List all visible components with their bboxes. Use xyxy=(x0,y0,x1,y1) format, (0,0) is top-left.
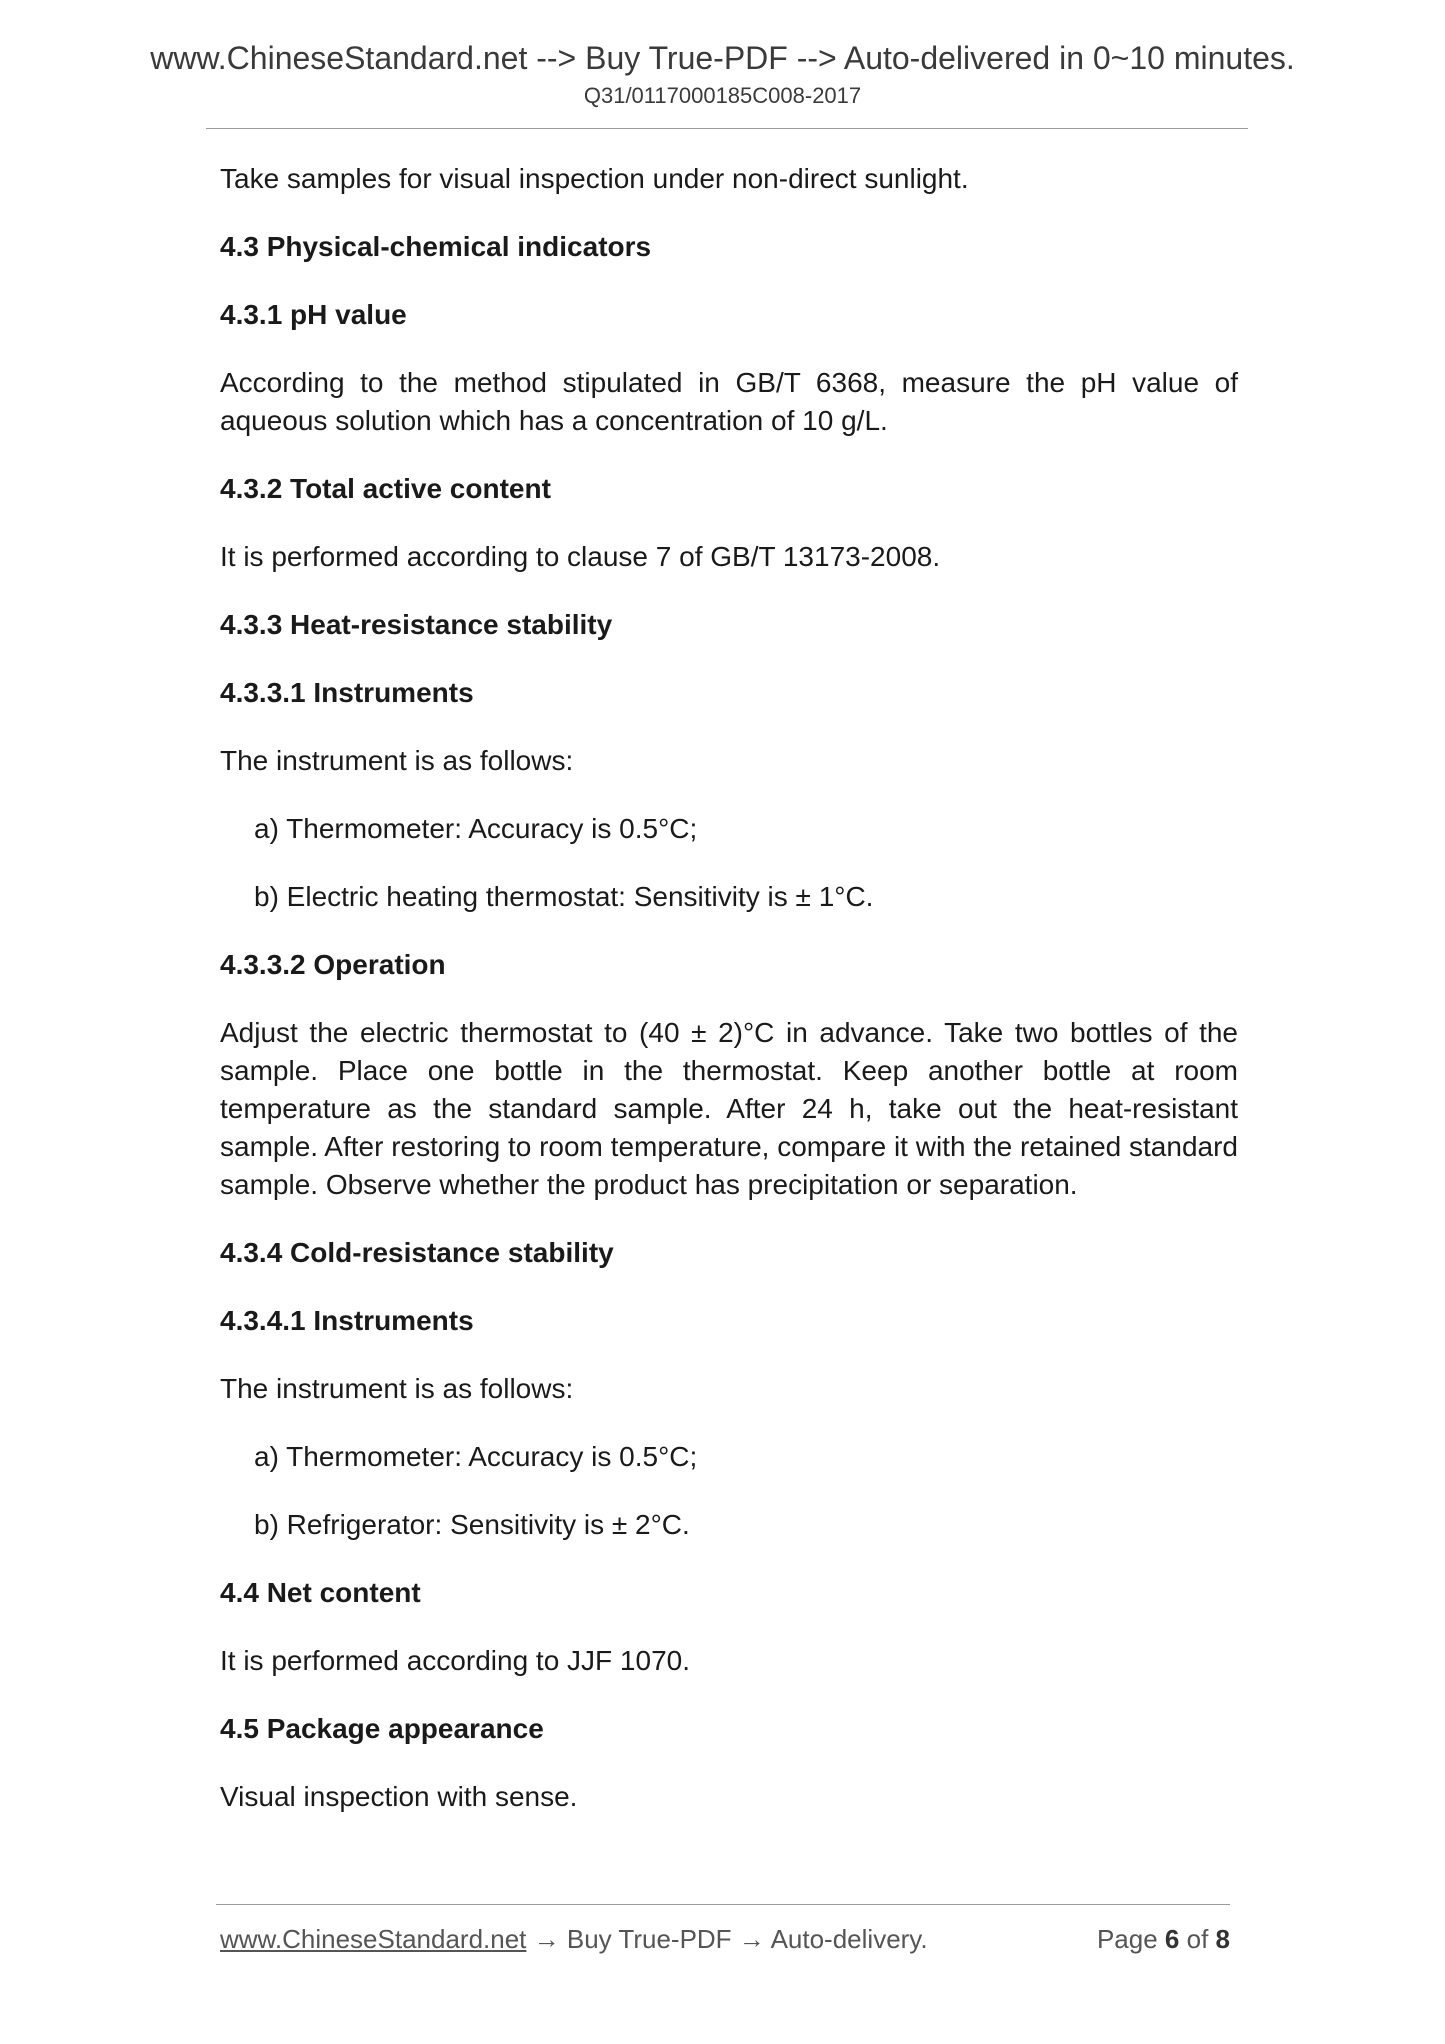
heading-4-3-1: 4.3.1 pH value xyxy=(220,299,407,330)
header-divider xyxy=(206,128,1248,129)
paragraph-4-3-1: According to the method stipulated in GB/T 6368, measure the pH value of aqueous solution which has a concentration of 10 g/L. xyxy=(220,367,1238,436)
heading-4-5: 4.5 Package appearance xyxy=(220,1713,544,1744)
list-item-thermometer-heat: a) Thermometer: Accuracy is 0.5°C; xyxy=(254,813,698,844)
footer-promo xyxy=(220,1922,928,1956)
paragraph-4-5: Visual inspection with sense. xyxy=(220,1781,578,1812)
paragraph-4-3-4-1: The instrument is as follows: xyxy=(220,1373,574,1404)
paragraph-4-3-2: It is performed according to clause 7 of GB/T 13173-2008. xyxy=(220,541,941,572)
page-label: Page xyxy=(1096,1924,1158,1954)
paragraph-4-3-3-1: The instrument is as follows: xyxy=(220,745,574,776)
footer-website-link[interactable]: www.ChineseStandard.net xyxy=(220,1924,527,1954)
page-current: 6 xyxy=(1164,1924,1180,1954)
list-item-thermometer-cold: a) Thermometer: Accuracy is 0.5°C; xyxy=(254,1441,698,1472)
footer-divider xyxy=(216,1904,1230,1905)
page-number xyxy=(1097,1922,1230,1956)
paragraph-4-3-3-2: Adjust the electric thermostat to (40 ± 2)°C in advance. Take two bottles of the sample. Place one bottle in the thermostat. Keep another bottle at room temperature as the standard sample. After 24 h, take out the heat-resistant sample. After restoring to room temperature, compare it with the retained standard sample. Observe whether the product has precipitation or separation. xyxy=(220,1017,1238,1200)
heading-4-3-4-1: 4.3.4.1 Instruments xyxy=(220,1305,474,1336)
list-item-refrigerator: b) Refrigerator: Sensitivity is ± 2°C. xyxy=(254,1509,690,1540)
header-banner: www.ChineseStandard.net --> Buy True-PDF --> Auto-delivered in 0~10 minutes. xyxy=(150,40,1295,76)
paragraph-4-4: It is performed according to JJF 1070. xyxy=(220,1645,690,1676)
page-of: of xyxy=(1186,1924,1209,1954)
heading-4-3-3-2: 4.3.3.2 Operation xyxy=(220,949,446,980)
list-item-heating-thermostat: b) Electric heating thermostat: Sensitivity is ± 1°C. xyxy=(254,881,874,912)
heading-4-3-3: 4.3.3 Heat-resistance stability xyxy=(220,609,613,640)
document-code: Q31/0117000185C008-2017 xyxy=(583,83,862,108)
footer-promo-text: → Buy True-PDF → Auto-delivery. xyxy=(526,1924,928,1954)
paragraph-intro: Take samples for visual inspection under non-direct sunlight. xyxy=(220,163,969,194)
heading-4-3-2: 4.3.2 Total active content xyxy=(220,473,551,504)
heading-4-3-4: 4.3.4 Cold-resistance stability xyxy=(220,1237,614,1268)
page-total: 8 xyxy=(1215,1924,1230,1954)
heading-4-3: 4.3 Physical-chemical indicators xyxy=(220,231,652,262)
heading-4-3-3-1: 4.3.3.1 Instruments xyxy=(220,677,474,708)
heading-4-4: 4.4 Net content xyxy=(220,1577,421,1608)
document-body xyxy=(220,160,1238,1846)
